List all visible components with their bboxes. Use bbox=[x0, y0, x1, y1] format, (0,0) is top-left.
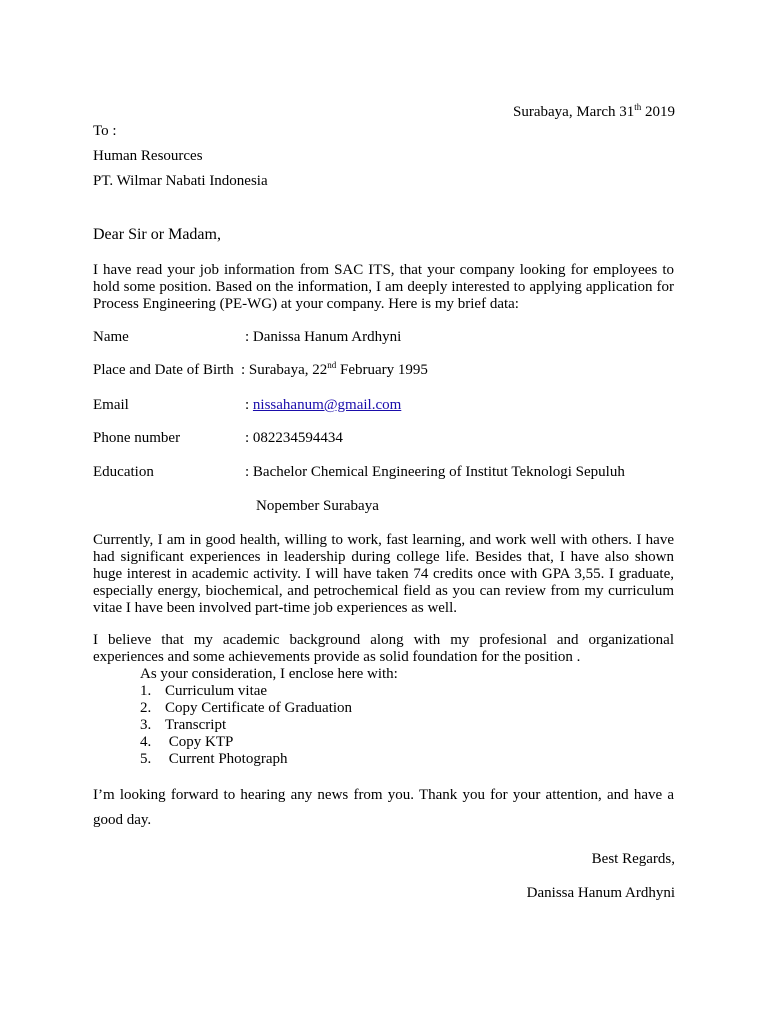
education-label: Education bbox=[93, 464, 154, 480]
education-separator: : bbox=[245, 464, 250, 480]
list-item bbox=[140, 717, 352, 734]
to-label: To : bbox=[93, 123, 117, 139]
list-item-label: Transcript bbox=[165, 717, 227, 733]
email-label: Email bbox=[93, 397, 129, 413]
date-prefix: Surabaya, March 31 bbox=[513, 104, 635, 120]
birth-text-suffix: February 1995 bbox=[336, 362, 428, 378]
enclosure-list bbox=[140, 683, 352, 768]
list-item bbox=[140, 751, 352, 768]
email-separator: : bbox=[245, 397, 250, 413]
phone-text: 082234594434 bbox=[249, 430, 343, 446]
email-link[interactable]: nissahanum@gmail.com bbox=[252, 397, 402, 413]
email-value bbox=[245, 397, 401, 414]
letter-date bbox=[513, 104, 675, 121]
enclosure-intro: As your consideration, I enclose here with: bbox=[140, 666, 398, 682]
education-text-line2: Nopember Surabaya bbox=[256, 498, 379, 514]
name-text: Danissa Hanum Ardhyni bbox=[249, 329, 402, 345]
recipient-company: PT. Wilmar Nabati Indonesia bbox=[93, 173, 268, 189]
intro-paragraph: I have read your job information from SAC ITS, that your company looking for employees to hold some position. Based on the information, I am deeply interested to applying application for Process Engineering (PE-WG) at your company. Here is my brief data: bbox=[93, 262, 674, 312]
list-item-label: Current Photograph bbox=[165, 751, 288, 767]
list-item-label: Copy Certificate of Graduation bbox=[165, 700, 353, 716]
phone-separator: : bbox=[245, 430, 250, 446]
name-label: Name bbox=[93, 329, 129, 345]
birth-label: Place and Date of Birth bbox=[93, 362, 234, 378]
name-separator: : bbox=[245, 329, 250, 345]
belief-paragraph: I believe that my academic background along with my profesional and organizational experiences and some achievements provide as solid foundation for the position . bbox=[93, 632, 674, 665]
name-value bbox=[245, 329, 401, 346]
birth-superscript: nd bbox=[327, 360, 337, 370]
closing-paragraph: I’m looking forward to hearing any news from you. Thank you for your attention, and have a good day. bbox=[93, 787, 674, 828]
list-item bbox=[140, 683, 352, 700]
body-paragraph: Currently, I am in good health, willing to work, fast learning, and work well with others. I have had significant experiences in leadership during college life. Besides that, I have also shown huge interest in academic activity. I will have taken 74 credits once with GPA 3,55. I graduate, especially energy, biochemical, and petrochemical field as you can review from my curriculum vitae I have been involved part-time job experiences as well. bbox=[93, 532, 674, 616]
list-item-number: 3. bbox=[140, 717, 152, 733]
list-item-number: 1. bbox=[140, 683, 152, 699]
list-item-label: Copy KTP bbox=[165, 734, 234, 750]
sign-off: Best Regards, bbox=[591, 851, 675, 867]
salutation: Dear Sir or Madam, bbox=[93, 226, 221, 243]
list-item-number: 2. bbox=[140, 700, 152, 716]
education-value bbox=[245, 464, 625, 481]
birth-separator: : bbox=[241, 362, 246, 378]
list-item-label: Curriculum vitae bbox=[165, 683, 268, 699]
birth-value bbox=[241, 362, 428, 379]
list-item bbox=[140, 734, 352, 751]
list-item-number: 5. bbox=[140, 751, 152, 767]
recipient-department: Human Resources bbox=[93, 148, 203, 164]
phone-label: Phone number bbox=[93, 430, 181, 446]
birth-text-prefix: Surabaya, 22 bbox=[245, 362, 328, 378]
list-item-number: 4. bbox=[140, 734, 152, 750]
signature-name: Danissa Hanum Ardhyni bbox=[526, 885, 675, 901]
list-item bbox=[140, 700, 352, 717]
date-superscript: th bbox=[634, 102, 642, 112]
date-suffix: 2019 bbox=[641, 104, 675, 120]
education-text-line1: Bachelor Chemical Engineering of Institut Teknologi Sepuluh bbox=[249, 464, 625, 480]
phone-value bbox=[245, 430, 343, 447]
